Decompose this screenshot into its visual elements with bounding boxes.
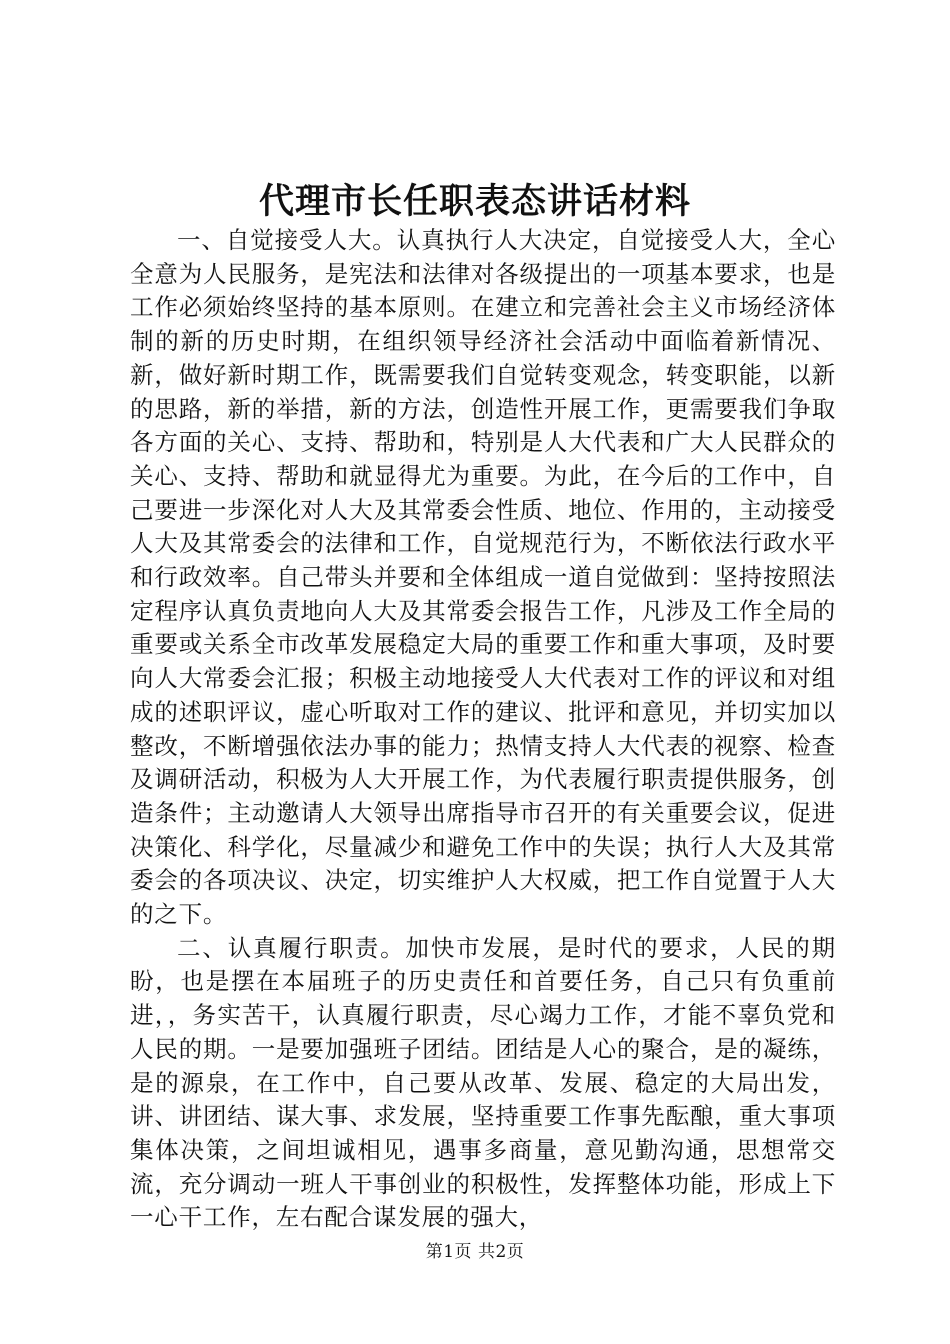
paragraph-2: 二、认真履行职责。加快市发展，是时代的要求，人民的期盼，也是摆在本届班子的历史责任和首要任务，自己只有负重前进，，务实苦干，认真履行职责，尽心竭力工作，才能不辜负党和人民的期。一是要加强班子团结。团结是人心的聚合，是的凝练，是的源泉，在工作中，自己要从改革、发展、稳定的大局出发，讲、讲团结、谋大事、求发展，坚持重要工作事先酝酿，重大事项集体决策，之间坦诚相见，遇事多商量，意见勤沟通，思想常交流，充分调动一班人干事创业的积极性，发挥整体功能，形成上下一心干工作，左右配合谋发展的强大， xyxy=(130,933,836,1232)
document-body xyxy=(130,224,836,1235)
page-footer: 第1页 共2页 xyxy=(425,1242,525,1262)
document-title: 代理市长任职表态讲话材料 xyxy=(258,181,691,222)
paragraph-1: 一、自觉接受人大。认真执行人大决定，自觉接受人大，全心全意为人民服务，是宪法和法律对各级提出的一项基本要求，也是工作必须始终坚持的基本原则。在建立和完善社会主义市场经济体制的新的历史时期，在组织领导经济社会活动中面临着新情况、新，做好新时期工作，既需要我们自觉转变观念，转变职能，以新的思路，新的举措，新的方法，创造性开展工作，更需要我们争取各方面的关心、支持、帮助和，特别是人大代表和广大人民群众的关心、支持、帮助和就显得尤为重要。为此，在今后的工作中，自己要进一步深化对人大及其常委会性质、地位、作用的，主动接受人大及其常委会的法律和工作，自觉规范行为，不断依法行政水平和行政效率。自己带头并要和全体组成一道自觉做到：坚持按照法定程序认真负责地向人大及其常委会报告工作，凡涉及工作全局的重要或关系全市改革发展稳定大局的重要工作和重大事项，及时要向人大常委会汇报；积极主动地接受人大代表对工作的评议和对组成的述职评议，虚心听取对工作的建议、批评和意见，并切实加以整改，不断增强依法办事的能力；热情支持人大代表的视察、检查及调研活动，积极为人大开展工作，为代表履行职责提供服务，创造条件；主动邀请人大领导出席指导市召开的有关重要会议，促进决策化、科学化，尽量减少和避免工作中的失误；执行人大及其常委会的各项决议、决定，切实维护人大权威，把工作自觉置于人大的之下。 xyxy=(130,226,836,929)
